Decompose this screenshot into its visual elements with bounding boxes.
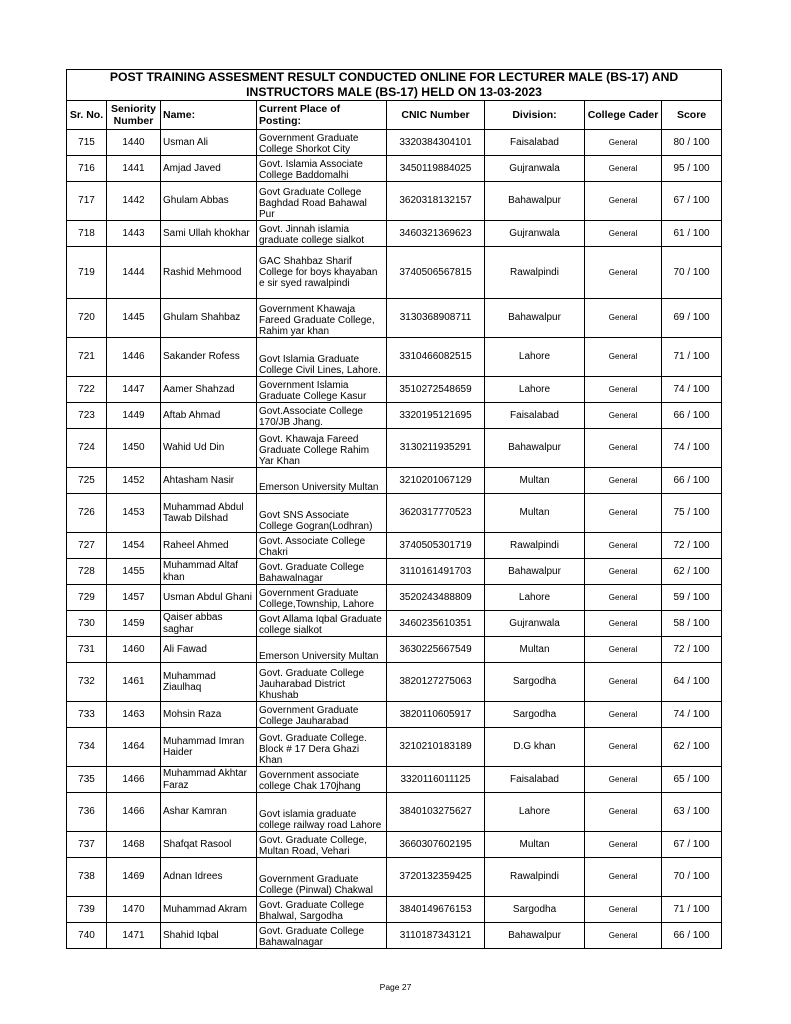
cell-sr-no: 729: [67, 585, 107, 611]
cell-seniority: 1460: [107, 637, 161, 663]
table-row: [67, 377, 722, 403]
cell-name: Rashid Mehmood: [161, 247, 257, 299]
cell-division: Bahawalpur: [485, 923, 585, 949]
cell-name: Muhammad Akram: [161, 897, 257, 923]
table-row: [67, 793, 722, 832]
cell-cadre: General: [585, 468, 662, 494]
cell-cnic: 3130368908711: [387, 299, 485, 338]
cell-name: Mohsin Raza: [161, 702, 257, 728]
cell-posting: Emerson University Multan: [257, 637, 387, 663]
cell-division: Bahawalpur: [485, 429, 585, 468]
table-row: [67, 637, 722, 663]
cell-posting: Govt. Khawaja Fareed Graduate College Rahim Yar Khan: [257, 429, 387, 468]
cell-name: Muhammad Abdul Tawab Dilshad: [161, 494, 257, 533]
cell-name: Ghulam Abbas: [161, 182, 257, 221]
cell-division: Multan: [485, 494, 585, 533]
cell-score: 59 / 100: [662, 585, 722, 611]
cell-score: 72 / 100: [662, 637, 722, 663]
table-row: [67, 299, 722, 338]
cell-posting: Govt islamia graduate college railway road Lahore: [257, 793, 387, 832]
cell-score: 66 / 100: [662, 403, 722, 429]
cell-cadre: General: [585, 221, 662, 247]
cell-cadre: General: [585, 585, 662, 611]
cell-posting: Govt. Graduate College Jauharabad District Khushab: [257, 663, 387, 702]
cell-sr-no: 722: [67, 377, 107, 403]
cell-score: 70 / 100: [662, 858, 722, 897]
cell-seniority: 1443: [107, 221, 161, 247]
title-line-2: INSTRUCTORS MALE (BS-17) HELD ON 13-03-2023: [246, 85, 542, 99]
cell-division: Gujranwala: [485, 611, 585, 637]
cell-seniority: 1457: [107, 585, 161, 611]
cell-score: 67 / 100: [662, 832, 722, 858]
title-line-1: POST TRAINING ASSESMENT RESULT CONDUCTED ONLINE FOR LECTURER MALE (BS-17) AND: [109, 70, 679, 84]
cell-sr-no: 716: [67, 156, 107, 182]
table-row: [67, 858, 722, 897]
cell-cnic: 3720132359425: [387, 858, 485, 897]
cell-seniority: 1449: [107, 403, 161, 429]
cell-cadre: General: [585, 403, 662, 429]
cell-division: Bahawalpur: [485, 559, 585, 585]
cell-cadre: General: [585, 793, 662, 832]
cell-seniority: 1453: [107, 494, 161, 533]
cell-posting: Government Graduate College Shorkot City: [257, 130, 387, 156]
cell-cadre: General: [585, 156, 662, 182]
page-number: Page 27: [379, 982, 412, 992]
cell-posting: Emerson University Multan: [257, 468, 387, 494]
cell-name: Muhammad Altaf khan: [161, 559, 257, 585]
cell-score: 67 / 100: [662, 182, 722, 221]
cell-cnic: 3210201067129: [387, 468, 485, 494]
cell-cadre: General: [585, 702, 662, 728]
cell-division: Lahore: [485, 585, 585, 611]
cell-cnic: 3820127275063: [387, 663, 485, 702]
cell-name: Usman Abdul Ghani: [161, 585, 257, 611]
cell-seniority: 1444: [107, 247, 161, 299]
cell-cnic: 3110187343121: [387, 923, 485, 949]
cell-sr-no: 731: [67, 637, 107, 663]
table-row: [67, 559, 722, 585]
header-name: Name:: [161, 101, 257, 130]
cell-posting: Govt. Associate College Chakri: [257, 533, 387, 559]
cell-posting: Government Graduate College (Pinwal) Chakwal: [257, 858, 387, 897]
cell-seniority: 1450: [107, 429, 161, 468]
cell-cnic: 3660307602195: [387, 832, 485, 858]
cell-name: Ashar Kamran: [161, 793, 257, 832]
cell-division: Multan: [485, 832, 585, 858]
cell-cadre: General: [585, 299, 662, 338]
cell-division: Multan: [485, 637, 585, 663]
cell-name: Muhammad Imran Haider: [161, 728, 257, 767]
cell-cadre: General: [585, 832, 662, 858]
cell-score: 66 / 100: [662, 923, 722, 949]
cell-sr-no: 740: [67, 923, 107, 949]
cell-name: Shahid Iqbal: [161, 923, 257, 949]
cell-sr-no: 723: [67, 403, 107, 429]
cell-score: 69 / 100: [662, 299, 722, 338]
cell-seniority: 1442: [107, 182, 161, 221]
header-division: Division:: [485, 101, 585, 130]
cell-name: Sami Ullah khokhar: [161, 221, 257, 247]
table-row: [67, 923, 722, 949]
cell-division: Gujranwala: [485, 221, 585, 247]
cell-name: Adnan Idrees: [161, 858, 257, 897]
cell-name: Raheel Ahmed: [161, 533, 257, 559]
cell-division: Rawalpindi: [485, 533, 585, 559]
cell-score: 95 / 100: [662, 156, 722, 182]
cell-division: Sargodha: [485, 663, 585, 702]
header-seniority: Seniority Number: [107, 101, 161, 130]
table-row: [67, 663, 722, 702]
cell-name: Ali Fawad: [161, 637, 257, 663]
cell-cnic: 3620317770523: [387, 494, 485, 533]
cell-score: 75 / 100: [662, 494, 722, 533]
cell-score: 80 / 100: [662, 130, 722, 156]
cell-seniority: 1464: [107, 728, 161, 767]
cell-seniority: 1440: [107, 130, 161, 156]
cell-posting: Government Graduate College,Township, Lahore: [257, 585, 387, 611]
cell-cadre: General: [585, 637, 662, 663]
cell-division: Multan: [485, 468, 585, 494]
cell-score: 63 / 100: [662, 793, 722, 832]
cell-score: 74 / 100: [662, 377, 722, 403]
cell-cnic: 3840103275627: [387, 793, 485, 832]
cell-posting: Government Khawaja Fareed Graduate College, Rahim yar khan: [257, 299, 387, 338]
cell-score: 64 / 100: [662, 663, 722, 702]
table-row: [67, 221, 722, 247]
cell-division: Gujranwala: [485, 156, 585, 182]
cell-division: Rawalpindi: [485, 247, 585, 299]
cell-seniority: 1466: [107, 793, 161, 832]
cell-cadre: General: [585, 559, 662, 585]
cell-seniority: 1441: [107, 156, 161, 182]
cell-score: 62 / 100: [662, 728, 722, 767]
cell-score: 71 / 100: [662, 897, 722, 923]
cell-name: Amjad Javed: [161, 156, 257, 182]
cell-posting: Govt Graduate College Baghdad Road Bahawal Pur: [257, 182, 387, 221]
table-row: [67, 156, 722, 182]
cell-cadre: General: [585, 728, 662, 767]
header-cadre: College Cader: [585, 101, 662, 130]
header-cnic: CNIC Number: [387, 101, 485, 130]
table-row: [67, 767, 722, 793]
cell-seniority: 1469: [107, 858, 161, 897]
table-row: [67, 728, 722, 767]
cell-posting: Govt SNS Associate College Gogran(Lodhran): [257, 494, 387, 533]
cell-posting: Government associate college Chak 170jhang: [257, 767, 387, 793]
cell-cnic: 3450119884025: [387, 156, 485, 182]
table-row: [67, 338, 722, 377]
cell-cnic: 3320116011125: [387, 767, 485, 793]
cell-seniority: 1470: [107, 897, 161, 923]
cell-posting: Govt. Jinnah islamia graduate college sialkot: [257, 221, 387, 247]
cell-cnic: 3520243488809: [387, 585, 485, 611]
table-row: [67, 130, 722, 156]
table-row: [67, 182, 722, 221]
cell-posting: Govt. Graduate College Bahawalnagar: [257, 559, 387, 585]
header-row: [67, 101, 722, 130]
table-row: [67, 468, 722, 494]
cell-cadre: General: [585, 429, 662, 468]
cell-name: Shafqat Rasool: [161, 832, 257, 858]
cell-score: 74 / 100: [662, 702, 722, 728]
cell-sr-no: 727: [67, 533, 107, 559]
result-table: [66, 69, 722, 949]
cell-sr-no: 719: [67, 247, 107, 299]
table-row: [67, 832, 722, 858]
cell-cnic: 3510272548659: [387, 377, 485, 403]
cell-cnic: 3840149676153: [387, 897, 485, 923]
cell-cadre: General: [585, 130, 662, 156]
cell-posting: Govt.Associate College 170/JB Jhang.: [257, 403, 387, 429]
cell-division: Lahore: [485, 338, 585, 377]
cell-name: Aftab Ahmad: [161, 403, 257, 429]
cell-seniority: 1445: [107, 299, 161, 338]
cell-cnic: 3820110605917: [387, 702, 485, 728]
header-score: Score: [662, 101, 722, 130]
cell-posting: Govt. Islamia Associate College Baddomalhi: [257, 156, 387, 182]
cell-division: Faisalabad: [485, 767, 585, 793]
cell-seniority: 1468: [107, 832, 161, 858]
cell-sr-no: 715: [67, 130, 107, 156]
cell-name: Aamer Shahzad: [161, 377, 257, 403]
cell-division: Bahawalpur: [485, 182, 585, 221]
cell-cadre: General: [585, 897, 662, 923]
cell-score: 74 / 100: [662, 429, 722, 468]
table-row: [67, 585, 722, 611]
cell-name: Qaiser abbas saghar: [161, 611, 257, 637]
cell-seniority: 1455: [107, 559, 161, 585]
cell-division: Rawalpindi: [485, 858, 585, 897]
cell-sr-no: 735: [67, 767, 107, 793]
cell-posting: Govt. Graduate College Bahawalnagar: [257, 923, 387, 949]
table-body: [67, 130, 722, 949]
cell-cnic: 3310466082515: [387, 338, 485, 377]
table-row: [67, 533, 722, 559]
cell-division: Lahore: [485, 793, 585, 832]
cell-score: 61 / 100: [662, 221, 722, 247]
cell-division: Lahore: [485, 377, 585, 403]
cell-cadre: General: [585, 858, 662, 897]
table-row: [67, 403, 722, 429]
cell-name: Sakander Rofess: [161, 338, 257, 377]
cell-sr-no: 734: [67, 728, 107, 767]
cell-sr-no: 733: [67, 702, 107, 728]
cell-seniority: 1471: [107, 923, 161, 949]
cell-sr-no: 721: [67, 338, 107, 377]
table-row: [67, 494, 722, 533]
cell-name: Muhammad Akhtar Faraz: [161, 767, 257, 793]
cell-posting: GAC Shahbaz Sharif College for boys khayaban e sir syed rawalpindi: [257, 247, 387, 299]
cell-sr-no: 717: [67, 182, 107, 221]
cell-division: D.G khan: [485, 728, 585, 767]
cell-seniority: 1461: [107, 663, 161, 702]
cell-name: Ghulam Shahbaz: [161, 299, 257, 338]
cell-posting: Govt. Graduate College, Multan Road, Vehari: [257, 832, 387, 858]
cell-cadre: General: [585, 182, 662, 221]
cell-cnic: 3110161491703: [387, 559, 485, 585]
cell-cadre: General: [585, 923, 662, 949]
cell-seniority: 1459: [107, 611, 161, 637]
cell-cadre: General: [585, 767, 662, 793]
cell-cadre: General: [585, 611, 662, 637]
table-row: [67, 702, 722, 728]
cell-cadre: General: [585, 533, 662, 559]
cell-sr-no: 726: [67, 494, 107, 533]
cell-sr-no: 738: [67, 858, 107, 897]
cell-name: Muhammad Ziaulhaq: [161, 663, 257, 702]
cell-posting: Govt. Graduate College Bhalwal, Sargodha: [257, 897, 387, 923]
cell-cnic: 3460321369623: [387, 221, 485, 247]
cell-posting: Govt Allama Iqbal Graduate college sialkot: [257, 611, 387, 637]
cell-cadre: General: [585, 377, 662, 403]
cell-cnic: 3630225667549: [387, 637, 485, 663]
cell-cnic: 3320195121695: [387, 403, 485, 429]
table-row: [67, 429, 722, 468]
cell-seniority: 1466: [107, 767, 161, 793]
cell-seniority: 1447: [107, 377, 161, 403]
header-posting: Current Place of Posting:: [257, 101, 387, 130]
table-row: [67, 897, 722, 923]
cell-division: Bahawalpur: [485, 299, 585, 338]
cell-sr-no: 720: [67, 299, 107, 338]
cell-sr-no: 739: [67, 897, 107, 923]
cell-sr-no: 718: [67, 221, 107, 247]
cell-score: 65 / 100: [662, 767, 722, 793]
cell-cadre: General: [585, 663, 662, 702]
cell-cadre: General: [585, 494, 662, 533]
cell-posting: Government Graduate College Jauharabad: [257, 702, 387, 728]
cell-score: 70 / 100: [662, 247, 722, 299]
cell-name: Wahid Ud Din: [161, 429, 257, 468]
cell-sr-no: 724: [67, 429, 107, 468]
cell-sr-no: 725: [67, 468, 107, 494]
cell-cnic: 3460235610351: [387, 611, 485, 637]
document-title: [67, 70, 722, 101]
cell-cnic: 3740505301719: [387, 533, 485, 559]
cell-sr-no: 730: [67, 611, 107, 637]
cell-cnic: 3130211935291: [387, 429, 485, 468]
cell-cnic: 3740506567815: [387, 247, 485, 299]
cell-division: Sargodha: [485, 897, 585, 923]
cell-posting: Government Islamia Graduate College Kasur: [257, 377, 387, 403]
cell-seniority: 1446: [107, 338, 161, 377]
cell-score: 72 / 100: [662, 533, 722, 559]
cell-division: Faisalabad: [485, 403, 585, 429]
cell-sr-no: 732: [67, 663, 107, 702]
cell-score: 71 / 100: [662, 338, 722, 377]
cell-seniority: 1454: [107, 533, 161, 559]
cell-seniority: 1452: [107, 468, 161, 494]
cell-cnic: 3320384304101: [387, 130, 485, 156]
cell-name: Ahtasham Nasir: [161, 468, 257, 494]
cell-division: Faisalabad: [485, 130, 585, 156]
cell-division: Sargodha: [485, 702, 585, 728]
cell-sr-no: 728: [67, 559, 107, 585]
title-row: [67, 70, 722, 101]
table-row: [67, 611, 722, 637]
header-sr-no: Sr. No.: [67, 101, 107, 130]
cell-cadre: General: [585, 338, 662, 377]
cell-cnic: 3620318132157: [387, 182, 485, 221]
cell-cnic: 3210210183189: [387, 728, 485, 767]
cell-posting: Govt. Graduate College. Block # 17 Dera Ghazi Khan: [257, 728, 387, 767]
cell-score: 62 / 100: [662, 559, 722, 585]
table-row: [67, 247, 722, 299]
cell-sr-no: 737: [67, 832, 107, 858]
cell-posting: Govt Islamia Graduate College Civil Lines, Lahore.: [257, 338, 387, 377]
cell-sr-no: 736: [67, 793, 107, 832]
cell-name: Usman Ali: [161, 130, 257, 156]
cell-seniority: 1463: [107, 702, 161, 728]
cell-score: 58 / 100: [662, 611, 722, 637]
cell-cadre: General: [585, 247, 662, 299]
cell-score: 66 / 100: [662, 468, 722, 494]
